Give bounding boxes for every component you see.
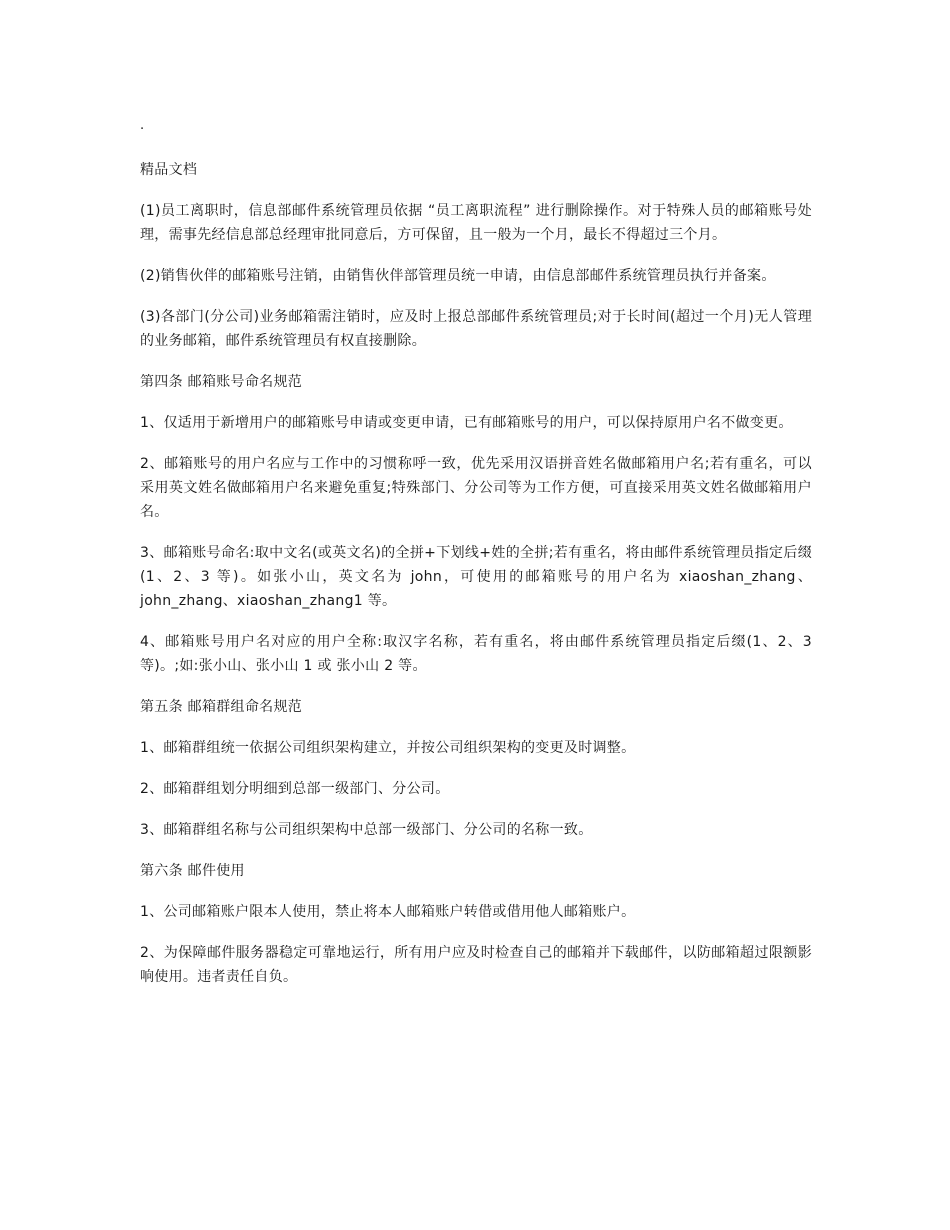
paragraph-3: (3)各部门(分公司)业务邮箱需注销时，应及时上报总部邮件系统管理员;对于长时间(超过一个月)无人管理的业务邮箱，邮件系统管理员有权直接删除。 xyxy=(140,309,812,349)
article-5-item-1: 1、邮箱群组统一依据公司组织架构建立，并按公司组织架构的变更及时调整。 xyxy=(140,740,636,756)
article-6-item-1: 1、公司邮箱账户限本人使用，禁止将本人邮箱账户转借或借用他人邮箱账户。 xyxy=(140,904,636,920)
article-4-item-3: 3、邮箱账号命名:取中文名(或英文名)的全拼+下划线+姓的全拼;若有重名，将由邮件系统管理员指定后缀(1、2、3 等)。如张小山，英文名为 john，可使用的邮箱账号的用户名为 xiaoshan_zhang、john_zhang、xiaoshan_zhang1 等。 xyxy=(140,545,812,609)
article-5-heading: 第五条 邮箱群组命名规范 xyxy=(140,699,303,715)
document-label: 精品文档 xyxy=(140,162,198,178)
article-5-item-2: 2、邮箱群组划分明细到总部一级部门、分公司。 xyxy=(140,781,450,797)
paragraph-1: (1)员工离职时，信息部邮件系统管理员依据 “员工离职流程” 进行删除操作。对于特殊人员的邮箱账号处理，需事先经信息部总经理审批同意后，方可保留，且一般为一个月，最长不得超过三个月。 xyxy=(140,203,812,243)
page-marker: . xyxy=(140,118,145,133)
article-6-heading: 第六条 邮件使用 xyxy=(140,863,245,879)
article-4-item-1: 1、仅适用于新增用户的邮箱账号申请或变更申请，已有邮箱账号的用户，可以保持原用户名不做变更。 xyxy=(140,415,793,431)
article-6-item-2: 2、为保障邮件服务器稳定可靠地运行，所有用户应及时检查自己的邮箱并下载邮件，以防邮箱超过限额影响使用。违者责任自负。 xyxy=(140,945,812,985)
article-4-item-4: 4、邮箱账号用户名对应的用户全称:取汉字名称，若有重名，将由邮件系统管理员指定后缀(1、2、3 等)。;如:张小山、张小山 1 或 张小山 2 等。 xyxy=(140,634,812,674)
article-4-item-2: 2、邮箱账号的用户名应与工作中的习惯称呼一致，优先采用汉语拼音姓名做邮箱用户名;若有重名，可以采用英文姓名做邮箱用户名来避免重复;特殊部门、分公司等为工作方便，可直接采用英文姓名做邮箱用户名。 xyxy=(140,456,812,520)
document-page xyxy=(140,116,812,1006)
article-5-item-3: 3、邮箱群组名称与公司组织架构中总部一级部门、分公司的名称一致。 xyxy=(140,822,593,838)
article-4-heading: 第四条 邮箱账号命名规范 xyxy=(140,374,303,390)
paragraph-2: (2)销售伙伴的邮箱账号注销，由销售伙伴部管理员统一申请，由信息部邮件系统管理员执行并备案。 xyxy=(140,268,776,284)
